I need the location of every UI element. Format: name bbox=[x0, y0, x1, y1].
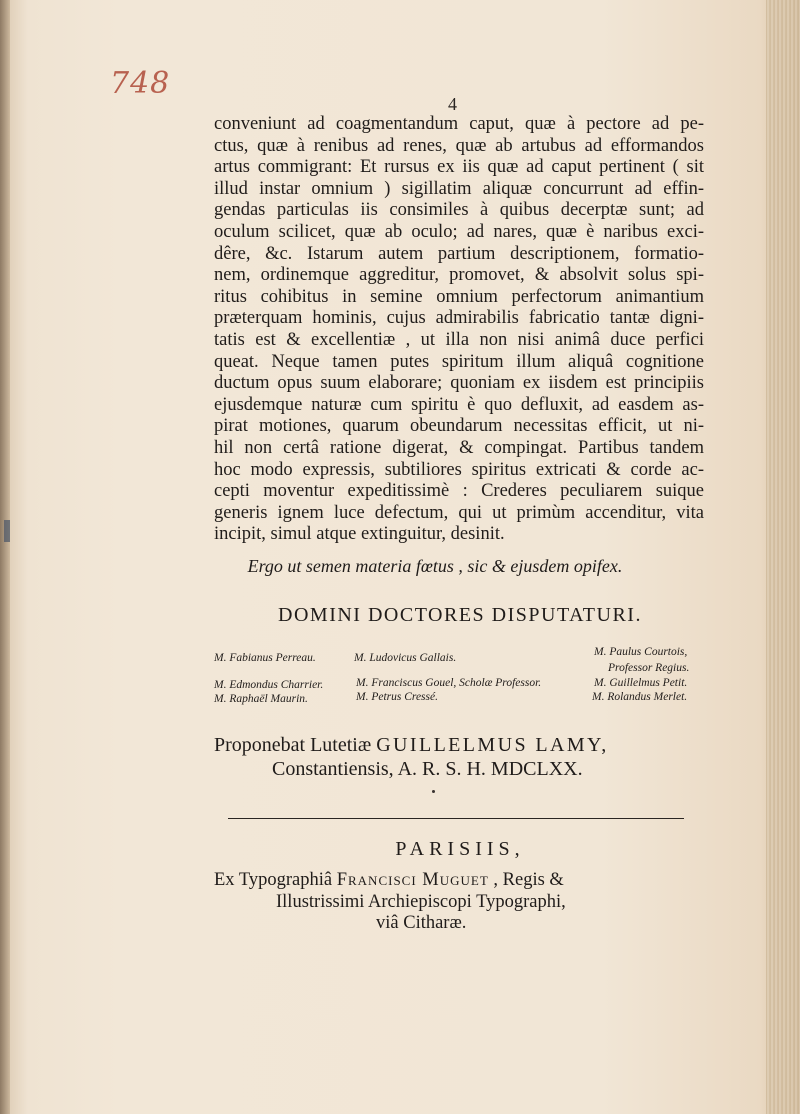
doctors-heading: DOMINI DOCTORES DISPUTATURI. bbox=[278, 604, 642, 626]
imprint-line: Illustrissimi Archiepiscopi Typographi, bbox=[276, 891, 566, 912]
thesis-statement: Ergo ut semen materia fœtus , sic & ejusdem opifex. bbox=[247, 556, 623, 576]
body-line: artus commigrant: Et rursus ex iis quæ ad caput pertinent ( sit bbox=[214, 157, 704, 178]
proponent-prefix: Proponebat Lutetiæ bbox=[214, 734, 372, 756]
body-line: cepti moventur expeditissimè : Crederes peculiarem suique bbox=[214, 481, 704, 502]
body-line: conveniunt ad coagmentandum caput, quæ à pectore ad pe- bbox=[214, 114, 704, 134]
body-line: queat. Neque tamen putes spiritum illum aliquâ cognitione bbox=[214, 351, 704, 372]
body-line: nem, ordinemque aggreditur, promovet, & absolvit solus spi- bbox=[214, 265, 704, 286]
proponent-block bbox=[214, 733, 704, 781]
binding-mark bbox=[4, 520, 10, 542]
body-paragraph bbox=[214, 114, 704, 546]
body-line: præterquam hominis, cujus admirabilis fabricatio tantæ digni- bbox=[214, 308, 704, 329]
doctor-name: M. Guillelmus Petit. bbox=[594, 677, 688, 689]
doctor-name: M. Paulus Courtois, bbox=[594, 646, 688, 658]
body-line: ejusdemque naturæ cum spiritu è quo defluxit, ad easdem as- bbox=[214, 394, 704, 415]
body-line: gendas particulas iis consimiles à quibus decerptæ sunt; ad bbox=[214, 200, 704, 221]
doctor-name: M. Petrus Cressé. bbox=[356, 691, 438, 703]
imprint-block bbox=[214, 870, 704, 935]
body-line: incipit, simul atque extinguitur, desinit. bbox=[214, 524, 505, 545]
body-line: generis ignem luce defectum, qui ut primùm accenditur, vita bbox=[214, 502, 704, 523]
body-line: ctus, quæ à renibus ad renes, quæ ab artubus ad efformandos bbox=[214, 135, 704, 156]
doctor-name: M. Rolandus Merlet. bbox=[592, 691, 688, 703]
body-line: illud instar omnium ) sigillatim aliquæ concurrunt ad effin- bbox=[214, 178, 704, 199]
doctor-name: M. Raphaël Maurin. bbox=[214, 693, 308, 705]
doctor-name: M. Ludovicus Gallais. bbox=[354, 652, 457, 664]
proponent-name: GUILLELMUS LAMY, bbox=[376, 734, 609, 756]
body-line: pirat motiones, quarum obeundarum necessitas efficit, ut ni- bbox=[214, 416, 704, 437]
imprint-city: PARISIIS, bbox=[395, 838, 525, 860]
doctor-title: Professor Regius. bbox=[608, 662, 690, 674]
doctor-name: M. Franciscus Gouel, Scholæ Professor. bbox=[356, 677, 542, 689]
proponent-origin-date: Constantiensis, A. R. S. H. MDCLXX. bbox=[272, 758, 583, 780]
doctor-name: M. Fabianus Perreau. bbox=[214, 652, 316, 664]
body-line: oculum scilicet, quæ ab oculo; ad nares, quæ è naribus exci- bbox=[214, 221, 704, 242]
page-number: 4 bbox=[448, 94, 457, 114]
imprint-address: viâ Citharæ. bbox=[376, 913, 467, 933]
body-line: dêre, &c. Istarum autem partium descriptionem, formatio- bbox=[214, 243, 704, 264]
doctor-name: M. Edmondus Charrier. bbox=[214, 679, 324, 691]
imprint-prefix: Ex Typographiâ bbox=[214, 870, 333, 890]
handwritten-folio-number: 748 bbox=[110, 66, 171, 101]
body-line: ductum opus suum elaborare; quoniam ex iisdem est principiis bbox=[214, 373, 704, 394]
ornament-dot bbox=[432, 790, 435, 793]
body-line: hil non certâ ratione digerat, & compingat. Partibus tandem bbox=[214, 437, 704, 458]
body-line: ritus cohibitus in semine omnium perfectorum animantium bbox=[214, 286, 704, 307]
printer-name: Francisci Muguet bbox=[336, 870, 489, 890]
body-line: tatis est & excellentiæ , ut illa non nisi animâ duce perfici bbox=[214, 329, 704, 350]
divider-rule bbox=[228, 818, 684, 819]
imprint-suffix: , Regis & bbox=[493, 870, 564, 890]
body-line: hoc modo expressis, subtiliores spiritus extricati & corde ac- bbox=[214, 459, 704, 480]
